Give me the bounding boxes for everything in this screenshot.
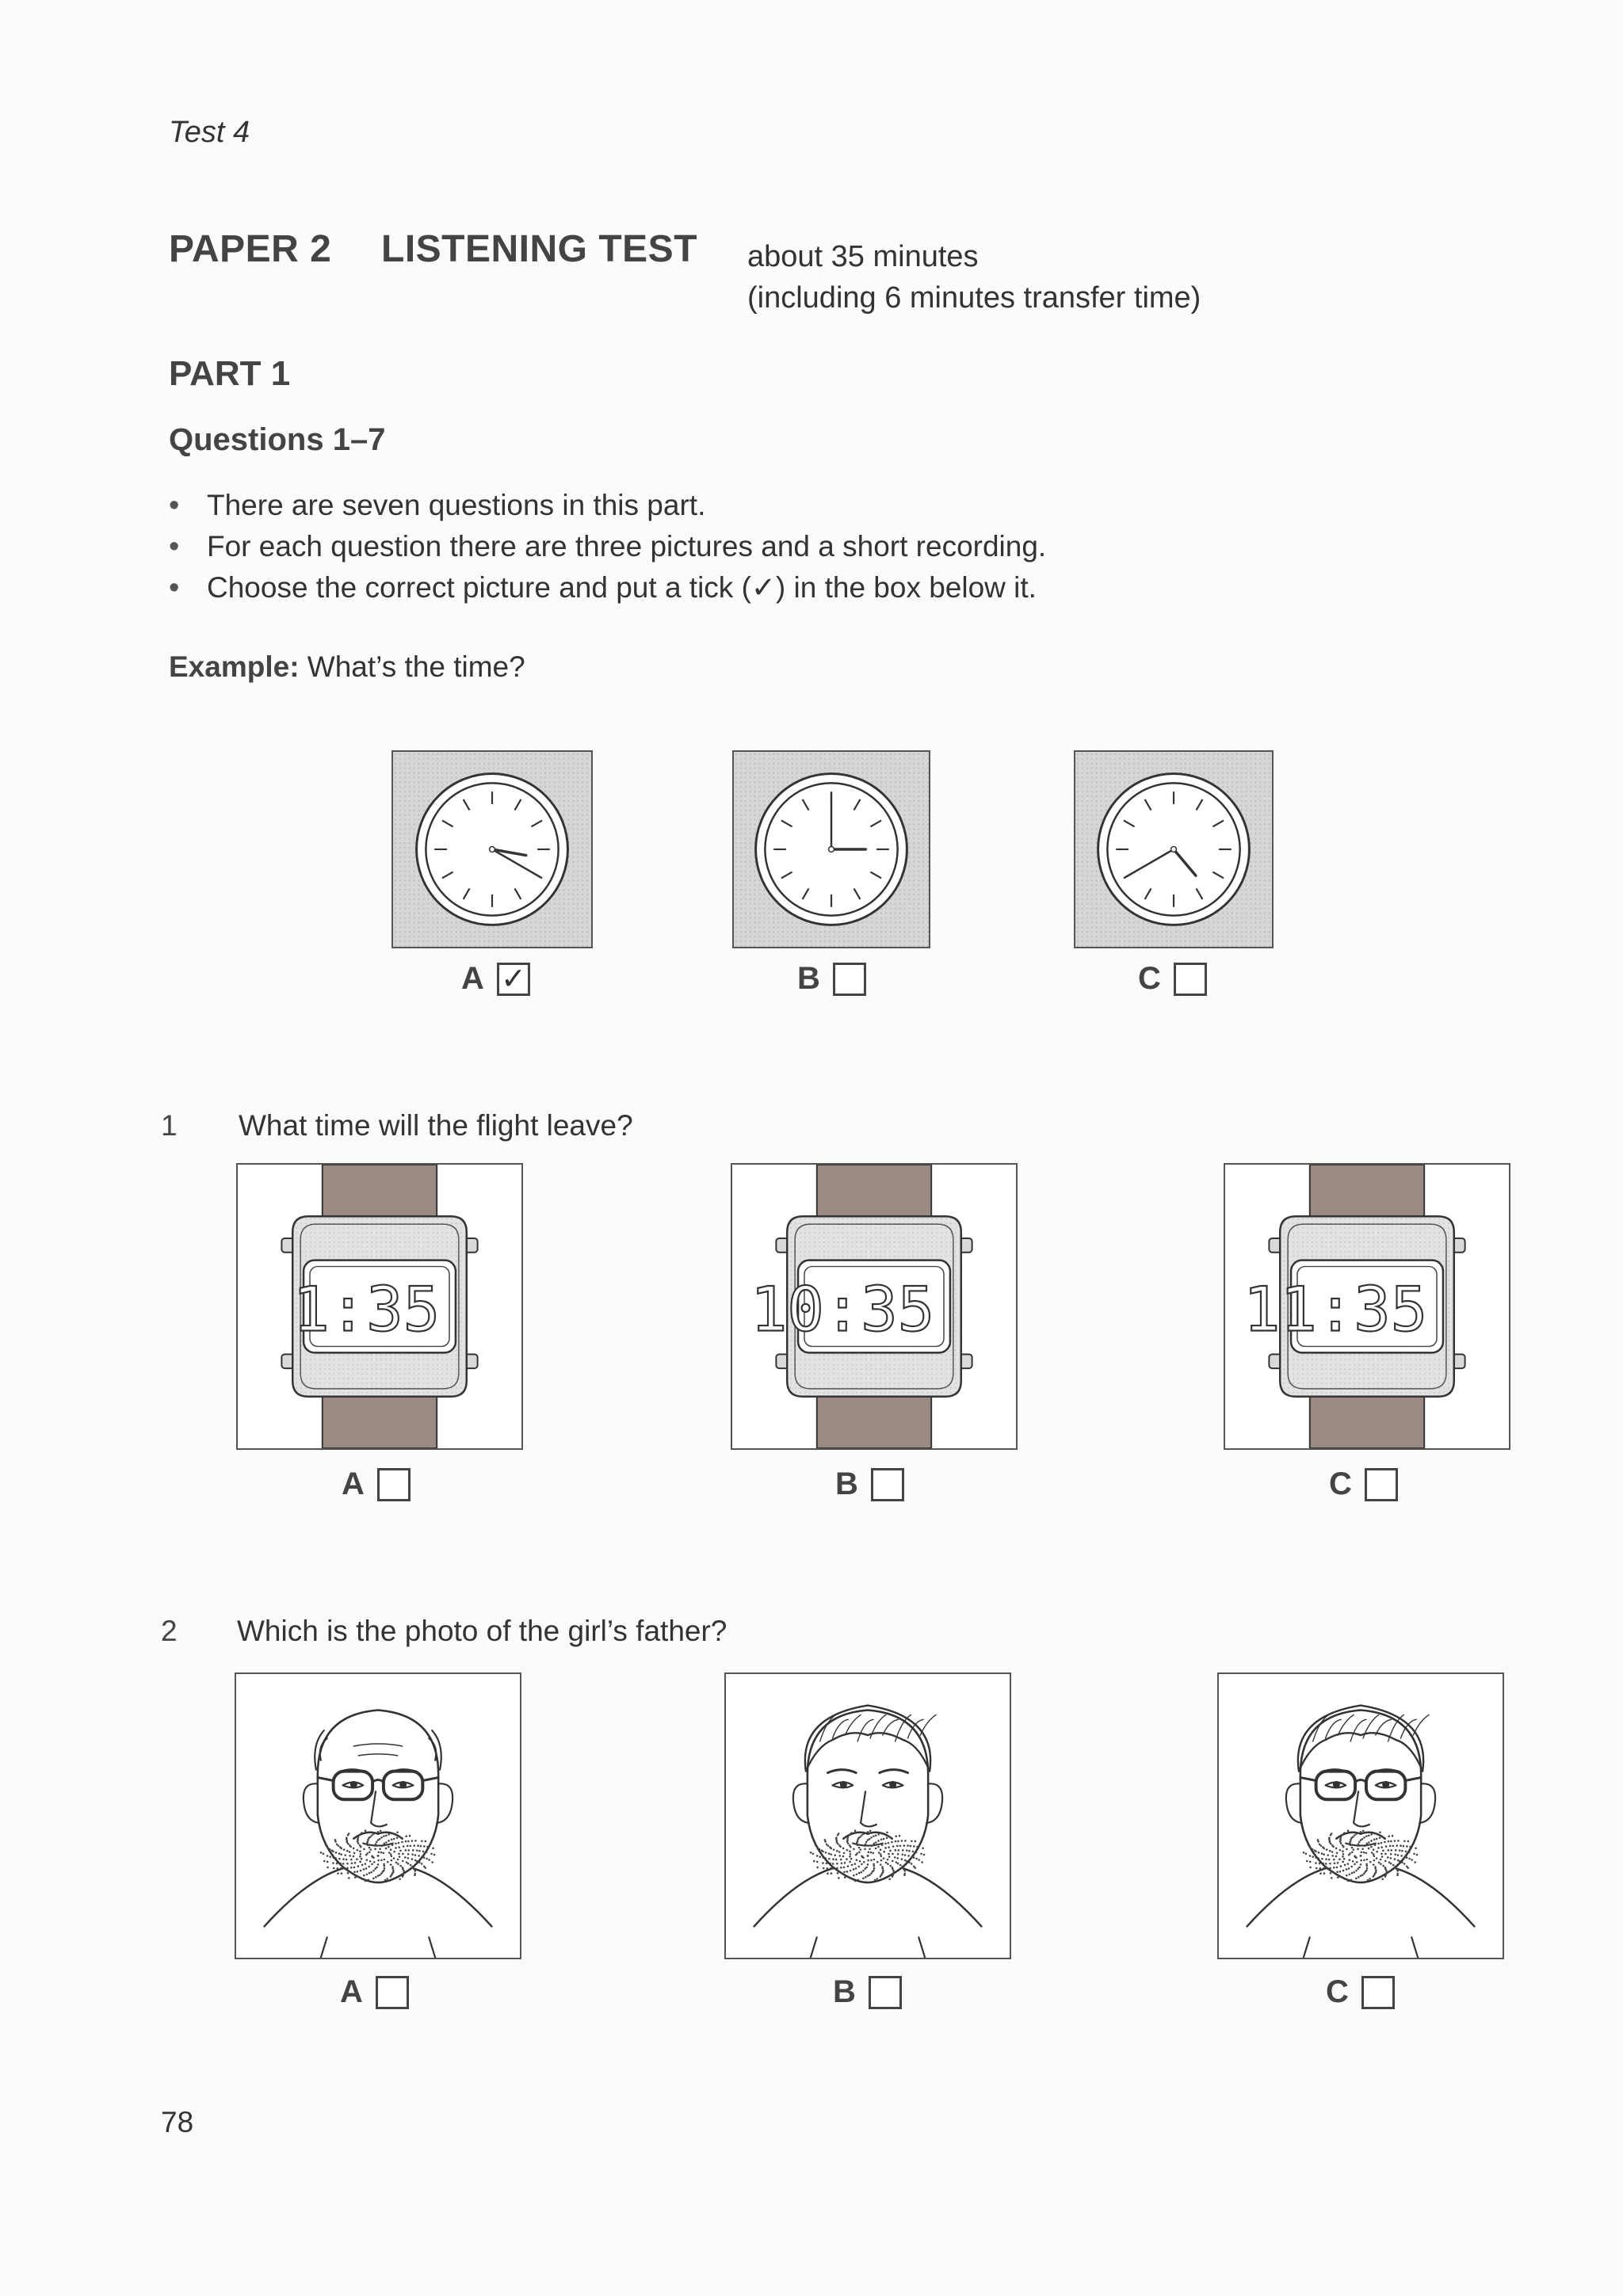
option-letter: B [835,1466,858,1501]
option-letter: A [340,1974,363,2009]
question-number: 2 [161,1615,178,1647]
answer-checkbox[interactable]: ✓ [497,963,530,996]
paper-title: PAPER 2 [169,228,332,270]
clock-picture-c [1074,750,1274,948]
page-number: 78 [161,2106,194,2138]
example-text: What’s the time? [307,650,525,683]
digital-watch-icon [238,1165,521,1448]
clock-picture-b [732,750,930,948]
q1-option-a [342,1466,411,1502]
example-option-b [797,961,866,997]
q1-option-c [1329,1466,1398,1502]
part-title: PART 1 [169,354,291,393]
answer-checkbox[interactable] [869,1976,902,2009]
option-letter: A [342,1466,365,1501]
analog-clock-icon [1075,752,1272,947]
face-picture-c [1217,1672,1504,1959]
man-portrait-icon [726,1674,1010,1958]
example-option-c [1138,961,1207,997]
option-letter: C [1138,961,1161,996]
answer-checkbox[interactable] [376,1976,409,2009]
example-option-a [461,961,530,997]
watch-picture-c [1224,1163,1510,1450]
example-question [169,650,525,684]
answer-checkbox[interactable] [833,963,866,996]
option-letter: A [461,961,484,996]
q2-option-a [340,1974,409,2010]
watch-picture-a [236,1163,523,1450]
face-picture-a [235,1672,521,1959]
answer-checkbox[interactable] [1365,1468,1398,1501]
instruction-item: • There are seven questions in this part. [169,485,1046,526]
man-portrait-icon [1219,1674,1503,1958]
svg-text:10:35: 10:35 [750,1274,935,1346]
paper-name: LISTENING TEST [381,228,698,270]
clock-picture-a [391,750,593,948]
instructions-list [169,485,1046,608]
svg-text:11:35: 11:35 [1243,1274,1428,1346]
q2-option-b [833,1974,902,2010]
option-letter: C [1326,1974,1349,2009]
questions-range: Questions 1–7 [169,422,386,457]
example-label: Example: [169,650,300,683]
answer-checkbox[interactable] [377,1468,411,1501]
instruction-item: • Choose the correct picture and put a tick (✓) in the box below it. [169,567,1046,608]
duration-note [747,236,1201,318]
q1-option-b [835,1466,904,1502]
question-text: Which is the photo of the girl’s father? [237,1615,727,1647]
question-number: 1 [161,1109,178,1142]
face-picture-b [724,1672,1011,1959]
option-letter: B [797,961,820,996]
digital-watch-icon [732,1165,1016,1448]
duration-line: about 35 minutes [747,240,979,273]
option-letter: B [833,1974,856,2009]
man-portrait-icon [236,1674,520,1958]
digital-watch-icon [1225,1165,1509,1448]
instruction-item: • For each question there are three pictures and a short recording. [169,526,1046,567]
running-header: Test 4 [169,116,250,149]
answer-checkbox[interactable] [1174,963,1207,996]
answer-checkbox[interactable] [871,1468,904,1501]
watch-picture-b [731,1163,1018,1450]
analog-clock-icon [393,752,591,947]
analog-clock-icon [734,752,929,947]
duration-line: (including 6 minutes transfer time) [747,281,1201,315]
svg-text:1:35: 1:35 [292,1274,441,1346]
q2-option-c [1326,1974,1395,2010]
option-letter: C [1329,1466,1352,1501]
question-text: What time will the flight leave? [239,1109,633,1142]
answer-checkbox[interactable] [1361,1976,1395,2009]
